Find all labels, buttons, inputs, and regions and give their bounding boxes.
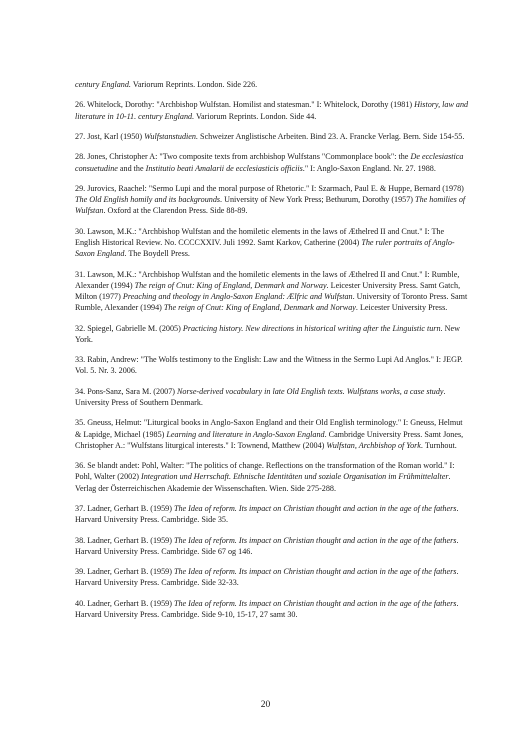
- endnote-text: . University Press of Southern Denmark.: [75, 386, 446, 407]
- endnote: [75, 503, 470, 525]
- endnote: [75, 131, 470, 142]
- endnote-title: History, law and literature in 10-11. century England.: [75, 100, 469, 121]
- endnote-text: . Harvard University Press. Cambridge. Side 67 og 146.: [75, 535, 459, 556]
- endnote: [75, 417, 470, 451]
- endnote: [75, 183, 470, 217]
- endnote-title: Practicing history. New directions in historical writing after the Linguistic turn: [182, 323, 441, 333]
- endnote-text: 31. Lawson, M.K.: "Archbishop Wulfstan and the homiletic elements in the laws of Æthelred II and Cnut." I: Rumble, Alexander (1994): [75, 269, 460, 290]
- endnote-text: 32. Spiegel, Gabrielle M. (2005): [75, 323, 183, 333]
- endnote-text: 27. Jost, Karl (1950): [75, 131, 145, 141]
- endnote-title: The reign of Cnut: King of England, Denmark and Norway: [134, 280, 327, 290]
- endnote: [75, 79, 470, 90]
- endnote: [75, 460, 470, 494]
- endnote-title: Learning and literature in Anglo-Saxon England: [166, 429, 325, 439]
- endnote-title: The Idea of reform. Its impact on Christian thought and action in the age of the fathers: [173, 535, 457, 545]
- endnote: [75, 151, 470, 173]
- endnote: [75, 323, 470, 345]
- endnote-text: . Verlag der Österreichischen Akademie der Wissenschaften. Wien. Side 275-288.: [75, 472, 451, 493]
- endnote-text: . Leicester University Press.: [355, 303, 448, 313]
- endnote-title: The homilies of Wulfstan: [75, 195, 466, 216]
- endnote-title: The Idea of reform. Its impact on Christian thought and action in the age of the fathers: [173, 598, 457, 608]
- endnote: [75, 354, 470, 376]
- endnote-text: . University of New York Press; Bethurum, Dorothy (1957): [220, 195, 416, 205]
- endnote-text: . University of Toronto Press. Samt Rumble, Alexander (1994): [75, 291, 468, 313]
- endnote: [75, 386, 470, 408]
- endnote: [75, 598, 470, 620]
- endnote-title: The Old English homily and its backgrounds: [75, 195, 221, 205]
- endnote-text: . New York.: [75, 323, 460, 344]
- endnote-text: . Turnhout.: [420, 440, 457, 450]
- endnote: [75, 226, 470, 260]
- endnote-title: Wulfstanstudien.: [144, 131, 199, 141]
- endnote-text: . Harvard University Press. Cambridge. Side 32-33.: [75, 567, 459, 588]
- endnote-title: Preaching and theology in Anglo-Saxon England: Ælfric and Wulfstan: [122, 291, 353, 301]
- endnote-text: ." I: Anglo-Saxon England. Nr. 27. 1988.: [302, 163, 436, 173]
- endnote: [75, 269, 470, 314]
- endnote-text: . Leicester University Press. Samt Gatch, Milton (1977): [75, 280, 461, 301]
- endnote-text: 34. Pons-Sanz, Sara M. (2007): [75, 386, 178, 396]
- endnote-text: 29. Jurovics, Raachel: "Sermo Lupi and the moral purpose of Rhetoric." I: Szarmach, Paul E. & Huppe, Bernard (1978): [75, 183, 464, 193]
- endnote-text: 37. Ladner, Gerhart B. (1959): [75, 503, 174, 513]
- endnote-title: De ecclesiastica consuetudine: [75, 152, 464, 173]
- endnote-text: Schweizer Anglistische Arbeiten. Bind 23. A. Francke Verlag. Bern. Side 154-55.: [198, 131, 465, 141]
- endnote-text: . Harvard University Press. Cambridge. Side 35.: [75, 503, 459, 525]
- endnote: [75, 99, 470, 121]
- endnote-text: Variorum Reprints. London. Side 44.: [194, 111, 317, 121]
- endnote-title: Institutio beati Amalarii de ecclesiasticis officiis: [145, 163, 303, 173]
- endnote-title: Integration und Herrschaft. Ethnische Identitäten und soziale Organisation im Frühmittelalter: [141, 472, 449, 482]
- endnote-title: The ruler portraits of Anglo-Saxon England: [75, 237, 455, 259]
- endnote-text: 28. Jones, Christopher A: "Two composite texts from archbishop Wulfstans "Commonplace book": the: [75, 152, 411, 162]
- endnote: [75, 566, 470, 588]
- endnote-title: The Idea of reform. Its impact on Christian thought and action in the age of the fathers: [173, 503, 457, 513]
- endnote-title: Wulfstan, Archbishop of York: [326, 440, 421, 450]
- endnote-text: . Harvard University Press. Cambridge. Side 9-10, 15-17, 27 samt 30.: [75, 598, 459, 619]
- endnote-text: . The Boydell Press.: [124, 249, 190, 259]
- endnote-text: 36. Se blandt andet: Pohl, Walter: "The politics of change. Reflections on the transformation of the Roman world." I: Pohl, Walter (2002): [75, 461, 455, 482]
- endnote-text: 26. Whitelock, Dorothy: "Archbishop Wulfstan. Homilist and statesman." I: Whitelock, Dorothy (1981): [75, 100, 415, 110]
- endnote-title: The Idea of reform. Its impact on Christian thought and action in the age of the fathers: [173, 567, 457, 577]
- endnote-title: Norse-derived vocabulary in late Old English texts. Wulfstans works, a case study: [177, 386, 444, 396]
- endnote-title: century England.: [75, 80, 131, 89]
- endnote-text: . Cambridge University Press. Samt Jones, Christopher A.: "Wulfstans liturgical interests." I: Townend, Matthew (2004): [75, 429, 464, 450]
- endnote-text: 40. Ladner, Gerhart B. (1959): [75, 598, 174, 608]
- endnote-text: . Oxford at the Clarendon Press. Side 88-89.: [103, 206, 248, 216]
- endnotes-list: [75, 79, 470, 620]
- endnote-text: 38. Ladner, Gerhart B. (1959): [75, 535, 174, 545]
- endnote-text: 35. Gneuss, Helmut: "Liturgical books in Anglo-Saxon England and their Old English terminology." I: Gneuss, Helmut & Lapidge, Michael (1985): [75, 418, 463, 439]
- endnote-text: and the: [117, 163, 146, 173]
- endnote-text: 33. Rabin, Andrew: "The Wolfs testimony to the English: Law and the Witness in the Sermo Lupi Ad Anglos." I: JEGP. Vol. 5. Nr. 3. 2006.: [75, 355, 463, 376]
- endnote-text: Variorum Reprints. London. Side 226.: [130, 80, 258, 89]
- endnote-text: 30. Lawson, M.K.: "Archbishop Wulfstan and the homiletic elements in the laws of Æthelred II and Cnut." I: The English Historical Review. No. CCCCXXIV. Juli 1992. Samt Karkov, Catherine (2004): [75, 226, 445, 247]
- endnote: [75, 535, 470, 557]
- endnote-title: The reign of Cnut: King of England, Denmark and Norway: [163, 303, 356, 313]
- endnote-text: 39. Ladner, Gerhart B. (1959): [75, 567, 174, 577]
- page-number: 20: [260, 700, 271, 710]
